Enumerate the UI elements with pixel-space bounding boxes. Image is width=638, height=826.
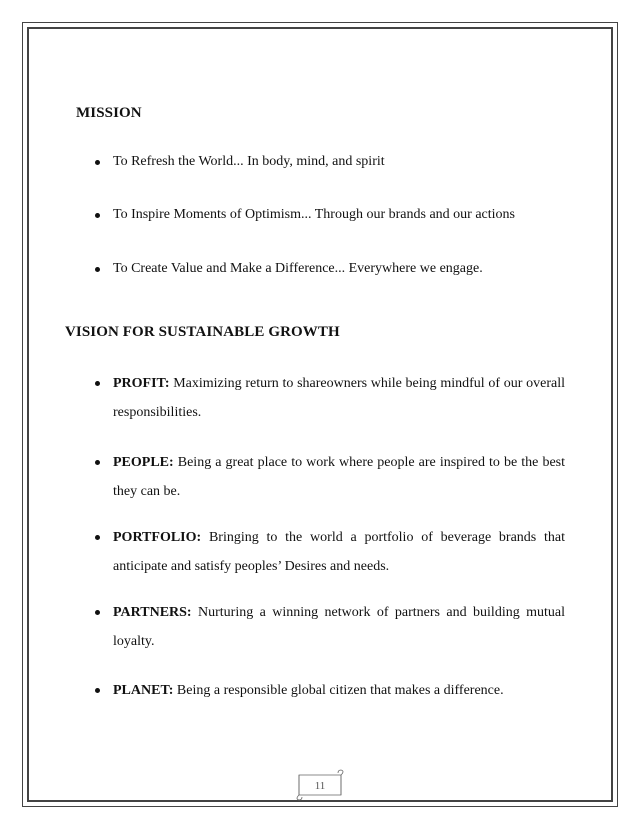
vision-item-term: PEOPLE: xyxy=(113,455,174,470)
bullet-icon xyxy=(95,688,100,693)
mission-item-text: To Inspire Moments of Optimism... Through our brands and our actions xyxy=(113,207,515,222)
vision-item-body xyxy=(113,523,565,581)
bullet-icon xyxy=(95,610,100,615)
bullet-icon xyxy=(95,213,100,218)
bullet-icon xyxy=(95,267,100,272)
mission-item-text: To Refresh the World... In body, mind, and spirit xyxy=(113,154,385,169)
vision-list-item xyxy=(95,448,565,506)
bullet-icon xyxy=(95,535,100,540)
vision-item-term: PORTFOLIO: xyxy=(113,530,202,545)
bullet-icon xyxy=(95,381,100,386)
vision-list-item xyxy=(95,598,565,656)
vision-item-body xyxy=(113,369,565,427)
vision-item-text: Being a responsible global citizen that makes a difference. xyxy=(176,683,504,698)
bullet-icon xyxy=(95,460,100,465)
vision-item-term: PARTNERS: xyxy=(113,605,192,620)
vision-list-item xyxy=(95,369,565,427)
page-number: 11 xyxy=(314,780,326,792)
vision-item-term: PLANET: xyxy=(113,683,174,698)
bullet-icon xyxy=(95,160,100,165)
vision-item-text: Being a great place to work where people are inspired to be the best they can be. xyxy=(113,455,565,499)
mission-heading: MISSION xyxy=(76,105,142,121)
vision-item-body xyxy=(113,676,565,705)
vision-item-text: Nurturing a winning network of partners and building mutual loyalty. xyxy=(113,605,566,649)
vision-item-body xyxy=(113,448,565,506)
vision-item-text: Maximizing return to shareowners while being mindful of our overall responsibilities. xyxy=(113,376,565,420)
mission-item-text: To Create Value and Make a Difference... Everywhere we engage. xyxy=(113,261,483,276)
vision-heading: VISION FOR SUSTAINABLE GROWTH xyxy=(65,324,340,340)
vision-item-term: PROFIT: xyxy=(113,376,170,391)
vision-list-item xyxy=(95,523,565,581)
vision-item-body xyxy=(113,598,565,656)
vision-list-item xyxy=(95,676,565,705)
page-number-scroll xyxy=(291,769,349,801)
vision-item-text: Bringing to the world a portfolio of beverage brands that anticipate and satisfy peoples’ Desires and needs. xyxy=(113,530,566,574)
